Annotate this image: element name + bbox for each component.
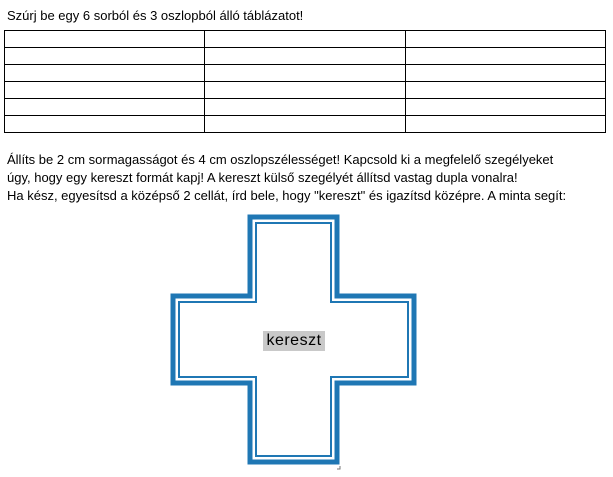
instruction-line-4: Ha kész, egyesítsd a középső 2 cellát, írd bele, hogy "kereszt" és igazítsd középre. A minta segít: (7, 188, 567, 203)
resize-handle-icon (337, 466, 340, 469)
instruction-line-1: Szúrj be egy 6 sorból és 3 oszlopból álló táblázatot! (7, 8, 304, 23)
instruction-line-3: úgy, hogy egy kereszt formát kapj! A kereszt külső szegélyét állítsd vastag dupla vonalra! (7, 170, 518, 185)
cross-label-text: kereszt (266, 332, 322, 349)
cross-label (263, 331, 325, 351)
instruction-line-2: Állíts be 2 cm sormagasságot és 4 cm oszlopszélességet! Kapcsold ki a megfelelő szegélyeket (7, 152, 554, 167)
